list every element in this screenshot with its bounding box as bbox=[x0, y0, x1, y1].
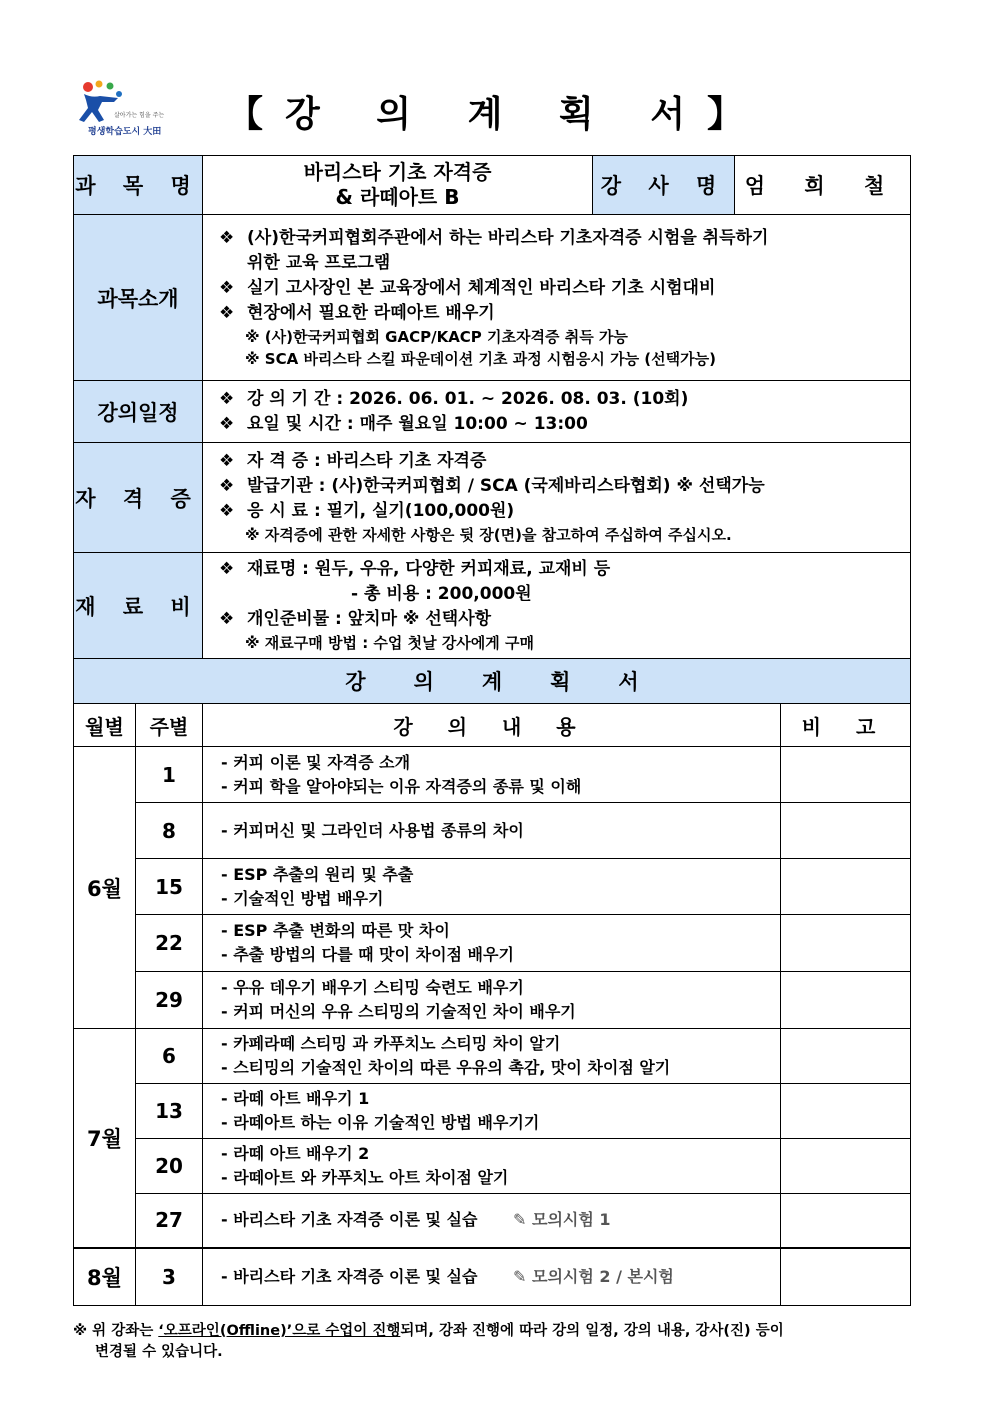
material-content bbox=[203, 553, 911, 659]
course-info-table bbox=[73, 155, 911, 659]
offline-notice: ‘오프라인(Offline)’으로 수업이 진행 bbox=[158, 1323, 401, 1339]
course-name-line2: & 라떼아트 B bbox=[335, 185, 460, 209]
course-name-line1: 바리스타 기초 자격증 bbox=[303, 160, 492, 184]
intro-item: ❖ (사)한국커피협회주관에서 하는 바리스타 기초자격증 시험을 취득하기 bbox=[219, 226, 900, 251]
bullet-icon: ❖ bbox=[219, 501, 235, 521]
material-note: ※ 재료구매 방법 : 수업 첫날 강사에게 구매 bbox=[245, 634, 534, 652]
lesson-content: - 커피 이론 및 자격증 소개 - 커피 학을 알아야되는 이유 자격증의 종류 및 이해 bbox=[203, 747, 781, 803]
col-note: 비 고 bbox=[781, 704, 911, 747]
lecture-plan-table bbox=[73, 658, 911, 1306]
lesson-note bbox=[781, 1139, 911, 1194]
logo-city: 평생학습도시 大田 bbox=[88, 127, 162, 137]
bullet-icon: ❖ bbox=[219, 451, 235, 471]
lesson-note bbox=[781, 747, 911, 803]
material-item: ❖ 재료명 : 원두, 우유, 다양한 커피재료, 교재비 등 bbox=[219, 557, 900, 582]
table-row bbox=[74, 803, 911, 859]
schedule-label: 강의일정 bbox=[74, 381, 203, 443]
lesson-content: - 라떼 아트 배우기 1 - 라떼아트 하는 이유 기술적인 방법 배우기기 bbox=[203, 1084, 781, 1139]
intro-row bbox=[74, 215, 911, 381]
bullet-icon: ❖ bbox=[219, 609, 235, 629]
material-label: 재 료 비 bbox=[74, 553, 203, 659]
material-item: ❖ 개인준비물 : 앞치마 ※ 선택사항 bbox=[219, 607, 900, 632]
course-name bbox=[203, 156, 593, 215]
schedule-item: ❖ 요일 및 시간 : 매주 월요일 10:00 ~ 13:00 bbox=[219, 412, 900, 437]
bullet-icon: ❖ bbox=[219, 413, 235, 434]
instructor-label: 강 사 명 bbox=[593, 156, 735, 215]
mock-exam-memo: ✎ 모의시험 2 / 본시험 bbox=[513, 1266, 674, 1286]
col-week: 주별 bbox=[136, 704, 203, 747]
column-header-row bbox=[74, 704, 911, 747]
week-number: 6 bbox=[136, 1029, 203, 1084]
bullet-icon: ❖ bbox=[219, 277, 235, 298]
schedule-item: ❖ 강 의 기 간 : 2026. 06. 01. ~ 2026. 08. 03. (10회) bbox=[219, 387, 900, 412]
cert-note: ※ 자격증에 관한 자세한 사항은 뒷 장(면)을 참고하여 주십하여 주십시오. bbox=[245, 526, 732, 544]
table-row bbox=[74, 1194, 911, 1248]
lesson-content: - 바리스타 기초 자격증 이론 및 실습 ✎ 모의시험 1 bbox=[203, 1194, 781, 1248]
cert-row bbox=[74, 443, 911, 553]
cert-label: 자 격 증 bbox=[74, 443, 203, 553]
plan-header-row bbox=[74, 659, 911, 704]
week-number: 8 bbox=[136, 803, 203, 859]
table-row bbox=[74, 1084, 911, 1139]
intro-note: ※ (사)한국커피협회 GACP/KACP 기초자격증 취득 가능 bbox=[245, 327, 628, 346]
col-content: 강 의 내 용 bbox=[203, 704, 781, 747]
lesson-note bbox=[781, 1248, 911, 1306]
intro-item-cont: 위한 교육 프로그램 bbox=[247, 252, 391, 273]
intro-item: ❖ 실기 고사장인 본 교육장에서 체계적인 바리스타 기초 시험대비 bbox=[219, 276, 900, 301]
table-row bbox=[74, 972, 911, 1029]
intro-item: ❖ 현장에서 필요한 라떼아트 배우기 bbox=[219, 301, 900, 326]
bullet-icon: ❖ bbox=[219, 559, 235, 579]
lesson-content: - 우유 데우기 배우기 스티밍 숙련도 배우기 - 커피 머신의 우유 스티밍의 기술적인 차이 배우기 bbox=[203, 972, 781, 1029]
week-number: 29 bbox=[136, 972, 203, 1029]
table-row bbox=[74, 747, 911, 803]
week-number: 1 bbox=[136, 747, 203, 803]
lesson-content: - 라떼 아트 배우기 2 - 라떼아트 와 카푸치노 아트 차이점 알기 bbox=[203, 1139, 781, 1194]
bullet-icon: ❖ bbox=[219, 388, 235, 409]
intro-content bbox=[203, 215, 911, 381]
week-number: 22 bbox=[136, 915, 203, 972]
cert-item: ❖ 응 시 료 : 필기, 실기(100,000원) bbox=[219, 499, 900, 524]
material-total: - 총 비용 : 200,000원 bbox=[351, 584, 532, 604]
lesson-note bbox=[781, 803, 911, 859]
col-month: 월별 bbox=[74, 704, 136, 747]
course-label: 과 목 명 bbox=[74, 156, 203, 215]
plan-header: 강의계획서 bbox=[74, 659, 911, 704]
intro-label: 과목소개 bbox=[74, 215, 203, 381]
table-row bbox=[74, 859, 911, 915]
cert-item: ❖ 자 격 증 : 바리스타 기초 자격증 bbox=[219, 449, 900, 474]
month-july: 7월 bbox=[74, 1029, 136, 1248]
bullet-icon: ❖ bbox=[219, 227, 235, 248]
lesson-note bbox=[781, 1084, 911, 1139]
week-number: 20 bbox=[136, 1139, 203, 1194]
table-row bbox=[74, 1139, 911, 1194]
lesson-note bbox=[781, 1029, 911, 1084]
bullet-icon: ❖ bbox=[219, 476, 235, 496]
lesson-content: - 바리스타 기초 자격증 이론 및 실습 ✎ 모의시험 2 / 본시험 bbox=[203, 1248, 781, 1306]
intro-note: ※ SCA 바리스타 스킬 파운데이션 기초 과정 시험응시 가능 (선택가능) bbox=[245, 349, 716, 368]
page-title: 【강 의 계 획 서】 bbox=[226, 94, 765, 135]
week-number: 27 bbox=[136, 1194, 203, 1248]
footer-line2: 변경될 수 있습니다. bbox=[95, 1344, 223, 1360]
mock-exam-memo: ✎ 모의시험 1 bbox=[513, 1210, 611, 1230]
lesson-content: - ESP 추출 변화의 따른 맛 차이 - 추출 방법의 다를 때 맛이 차이점 배우기 bbox=[203, 915, 781, 972]
cert-item: ❖ 발급기관 : (사)한국커피협회 / SCA (국제바리스타협회) ※ 선택가능 bbox=[219, 474, 900, 499]
lesson-content: - 카페라떼 스티밍 과 카푸치노 스티밍 차이 알기 - 스티밍의 기술적인 차이의 따른 우유의 촉감, 맛이 차이점 알기 bbox=[203, 1029, 781, 1084]
table-row bbox=[74, 915, 911, 972]
footer-notice: ※ 위 강좌는 ‘오프라인(Offline)’으로 수업이 진행되며, 강좌 진행에 따라 강의 일정, 강의 내용, 강사(진) 등이 변경될 수 있습니다. bbox=[73, 1321, 913, 1363]
lesson-note bbox=[781, 1194, 911, 1248]
lesson-content: - 커피머신 및 그라인더 사용법 종류의 차이 bbox=[203, 803, 781, 859]
lesson-note bbox=[781, 972, 911, 1029]
table-row bbox=[74, 1029, 911, 1084]
lesson-note bbox=[781, 915, 911, 972]
week-number: 15 bbox=[136, 859, 203, 915]
table-row bbox=[74, 1248, 911, 1306]
logo-tagline: 살아가는 힘을 주는 bbox=[114, 112, 165, 119]
lesson-content: - ESP 추출의 원리 및 추출 - 기술적인 방법 배우기 bbox=[203, 859, 781, 915]
schedule-row bbox=[74, 381, 911, 443]
bullet-icon: ❖ bbox=[219, 302, 235, 323]
cert-content bbox=[203, 443, 911, 553]
month-august: 8월 bbox=[74, 1248, 136, 1306]
material-row bbox=[74, 553, 911, 659]
month-june: 6월 bbox=[74, 747, 136, 1029]
week-number: 13 bbox=[136, 1084, 203, 1139]
course-row bbox=[74, 156, 911, 215]
week-number: 3 bbox=[136, 1248, 203, 1306]
instructor-name: 엄 희 철 bbox=[735, 156, 911, 215]
schedule-content bbox=[203, 381, 911, 443]
lesson-note bbox=[781, 859, 911, 915]
